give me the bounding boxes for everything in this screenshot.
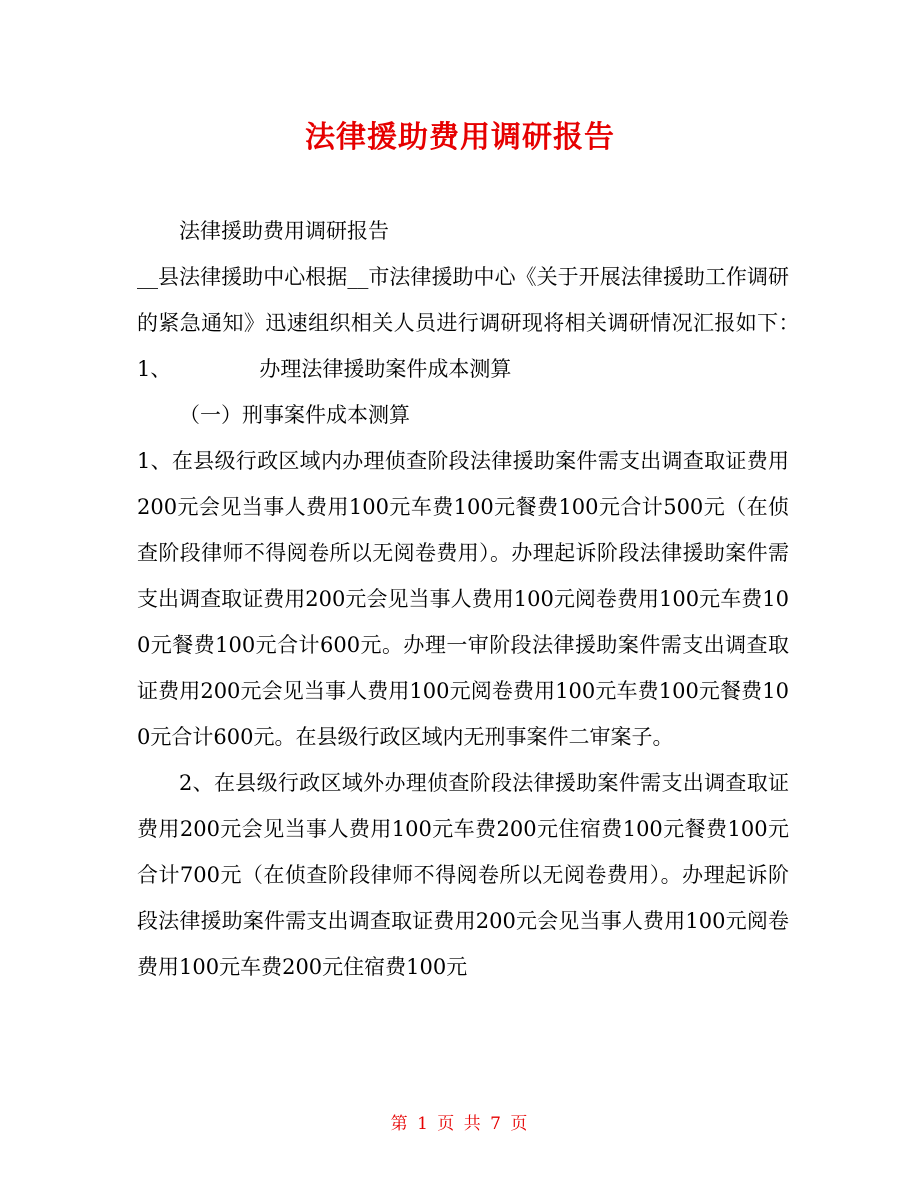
paragraph-subtitle: 法律援助费用调研报告 [179,219,389,243]
document-title: 法律援助费用调研报告 [305,120,615,155]
paragraph-section-heading: （一）刑事案件成本测算 [179,403,410,427]
page-footer: 第 1 页 共 7 页 [390,1114,530,1134]
paragraph-item-1: 1、在县级行政区域内办理侦查阶段法律援助案件需支出调查取证费用200元会见当事人费用100元车费100元餐费100元合计500元（在侦查阶段律师不得阅卷所以无阅卷费用）。办理起诉阶段法律援助案件需支出调查取证费用200元会见当事人费用100元阅卷费用100元车费100元餐费100元合计600元。办理一审阶段法律援助案件需支出调查取证费用200元会见当事人费用100元阅卷费用100元车费100元餐费100元合计600元。在县级行政区域内无刑事案件二审案子。 [137,449,789,749]
paragraph-intro [137,254,810,392]
paragraph-intro-text: __县法律援助中心根据__市法律援助中心《关于开展法律援助工作调研的紧急通知》迅速组织相关人员进行调研现将相关调研情况汇报如下： 1、 [137,265,810,381]
paragraph-intro-heading: 办理法律援助案件成本测算 [259,357,512,381]
paragraph-item-2: 2、在县级行政区域外办理侦查阶段法律援助案件需支出调查取证费用200元会见当事人费用100元车费200元住宿费100元餐费100元合计700元（在侦查阶段律师不得阅卷所以无阅卷费用）。办理起诉阶段法律援助案件需支出调查取证费用200元会见当事人费用100元阅卷费用100元车费200元住宿费100元 [137,771,789,979]
document-body [137,208,810,990]
